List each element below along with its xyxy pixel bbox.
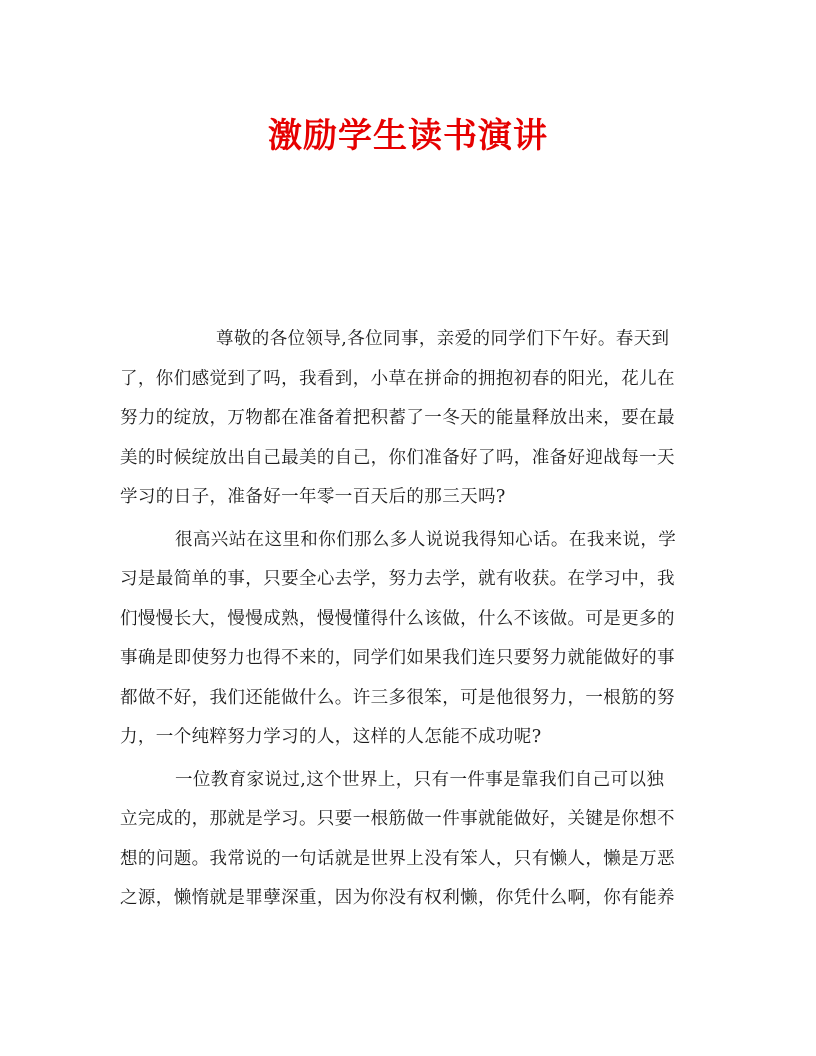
paragraph-line: 们慢慢长大，慢慢成熟，慢慢懂得什么该做，什么不该做。可是更多的 [120,608,675,629]
paragraph-line: 力，一个纯粹努力学习的人，这样的人怎能不成功呢? [120,727,542,747]
paragraph-line: 立完成的，那就是学习。只要一根筋做一件事就能做好，关键是你想不 [120,809,675,829]
paragraph-line: 一位教育家说过,这个世界上，只有一件事是靠我们自己可以独 [175,769,665,790]
paragraph-line: 之源，懒惰就是罪孽深重，因为你没有权利懒，你凭什么啊，你有能养 [120,888,675,908]
paragraph-line: 学习的日子，准备好一年零一百天后的那三天吗? [120,487,506,507]
paragraph-line: 习是最简单的事，只要全心去学，努力去学，就有收获。在学习中，我 [120,569,675,589]
paragraph-line: 都做不好，我们还能做什么。许三多很笨，可是他很努力，一根筋的努 [120,687,675,708]
paragraph-line: 很高兴站在这里和你们那么多人说说我得知心话。在我来说，学 [175,529,677,550]
paragraph-line: 想的问题。我常说的一句话就是世界上没有笨人，只有懒人，懒是万恶 [120,848,675,869]
paragraph-3 [120,761,698,919]
paragraph-line: 了，你们感觉到了吗，我看到，小草在拼命的拥抱初春的阳光，花儿在 [120,368,675,389]
paragraph-line: 努力的绽放，万物都在准备着把积蓄了一冬天的能量释放出来，要在最 [120,408,675,428]
paragraph-1 [120,320,698,518]
document-body [120,320,698,919]
paragraph-line: 尊敬的各位领导,各位同事，亲爱的同学们下午好。春天到 [216,329,670,349]
paragraph-line: 事确是即使努力也得不来的，同学们如果我们连只要努力就能做好的事 [120,648,675,668]
document-title: 激励学生读书演讲 [268,116,548,156]
paragraph-2 [120,521,698,758]
paragraph-line: 美的时候绽放出自己最美的自己，你们准备好了吗，准备好迎战每一天 [120,447,675,468]
